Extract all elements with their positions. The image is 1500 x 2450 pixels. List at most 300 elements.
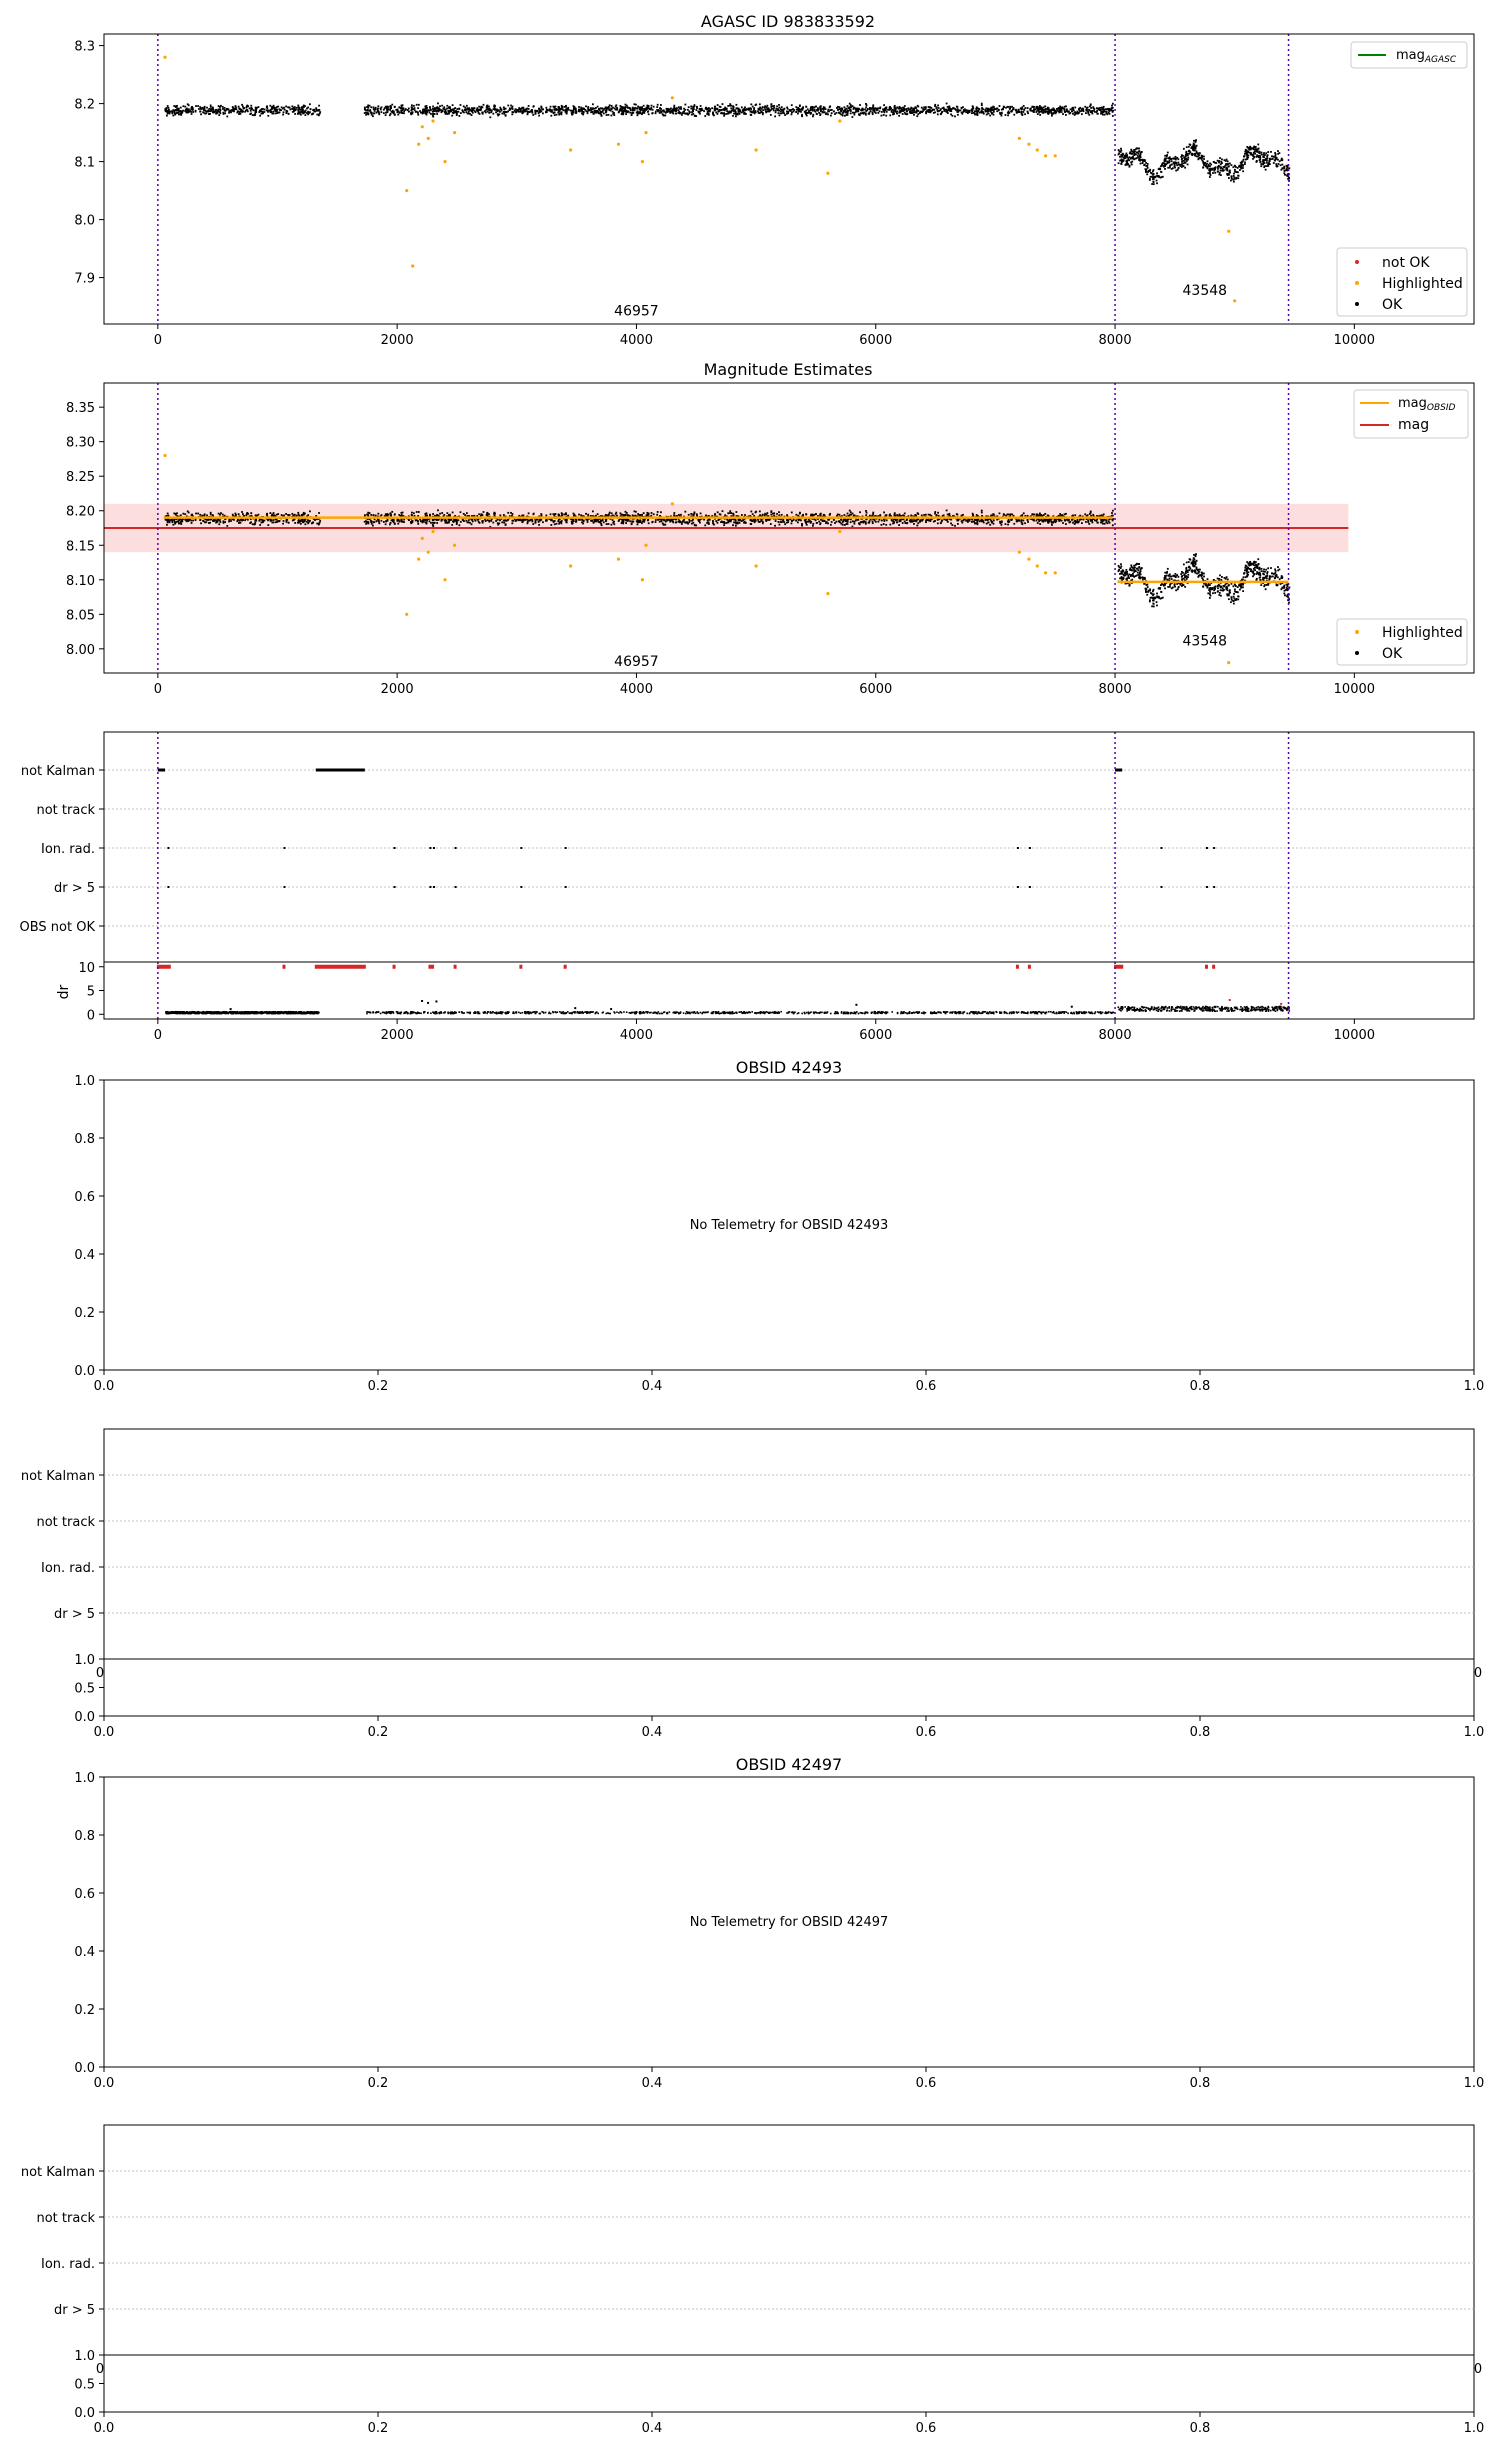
ok-point [417, 107, 419, 109]
ok-point [287, 106, 289, 108]
ok-point [383, 112, 385, 114]
ok-point [399, 521, 401, 523]
ok-point [273, 111, 275, 113]
ok-point [301, 108, 303, 110]
ok-point [397, 109, 399, 111]
ok-point [270, 111, 272, 113]
ok-point [1283, 166, 1285, 168]
ok-point [490, 520, 492, 522]
ok-point [849, 109, 851, 111]
ok-point [1201, 155, 1203, 157]
ok-point [728, 112, 730, 114]
ok-point [826, 113, 828, 115]
ok-point [168, 515, 170, 517]
ok-point [939, 109, 941, 111]
ok-point [1132, 156, 1134, 158]
ok-point [454, 107, 456, 109]
ok-point [415, 111, 417, 113]
ok-point [596, 110, 598, 112]
ok-point [629, 515, 631, 517]
ok-point [805, 110, 807, 112]
ok-point [180, 514, 182, 516]
ok-point [190, 520, 192, 522]
ok-point [1194, 149, 1196, 151]
ok-point [433, 113, 435, 115]
ok-point [967, 110, 969, 112]
ok-point [1264, 165, 1266, 167]
ok-point [197, 105, 199, 107]
ok-point [925, 106, 927, 108]
ok-point [1096, 107, 1098, 109]
ok-point [1023, 105, 1025, 107]
ok-point [1189, 151, 1191, 153]
ok-point [735, 520, 737, 522]
ok-point [1001, 115, 1003, 117]
ok-point [913, 114, 915, 116]
ok-point [704, 115, 706, 117]
ok-point [1207, 172, 1209, 174]
ok-point [791, 111, 793, 113]
ok-point [1187, 164, 1189, 166]
ok-point [935, 107, 937, 109]
ok-point [732, 109, 734, 111]
ok-point [434, 108, 436, 110]
ok-point [165, 108, 167, 110]
ok-point [672, 110, 674, 112]
ok-point [1265, 158, 1267, 160]
ok-point [1213, 169, 1215, 171]
ok-point [1037, 106, 1039, 108]
ok-point [312, 113, 314, 115]
ok-point [224, 112, 226, 114]
ok-point [629, 107, 631, 109]
ok-point [501, 113, 503, 115]
ok-point [575, 111, 577, 113]
ok-point [1171, 160, 1173, 162]
ok-point [533, 105, 535, 107]
ok-point [1081, 113, 1083, 115]
ok-point [391, 111, 393, 113]
ok-point [258, 514, 260, 516]
ok-point [499, 514, 501, 516]
ok-point [1118, 162, 1120, 164]
ok-point [824, 520, 826, 522]
ok-point [1186, 146, 1188, 148]
ok-point [487, 519, 489, 521]
ok-point [787, 111, 789, 113]
ok-point [538, 524, 540, 526]
ok-point [855, 111, 857, 113]
ok-point [528, 512, 530, 514]
ok-point [811, 109, 813, 111]
ok-point [1021, 523, 1023, 525]
ok-point [1035, 111, 1037, 113]
ok-point [852, 105, 854, 107]
ok-point [641, 514, 643, 516]
ok-point [1145, 162, 1147, 164]
ok-point [458, 108, 460, 110]
ok-point [784, 523, 786, 525]
ok-point [597, 106, 599, 108]
ok-point [1125, 153, 1127, 155]
ok-point [1138, 159, 1140, 161]
ok-point [898, 524, 900, 526]
ok-point [175, 110, 177, 112]
ok-point [872, 512, 874, 514]
ok-point [859, 511, 861, 513]
ok-point [1138, 148, 1140, 150]
ok-point [178, 114, 180, 116]
ok-point [854, 515, 856, 517]
ok-point [775, 110, 777, 112]
ok-point [1255, 146, 1257, 148]
ok-point [711, 107, 713, 109]
ok-point [301, 514, 303, 516]
ok-point [1283, 172, 1285, 174]
ok-point [180, 523, 182, 525]
ok-point [625, 522, 627, 524]
ok-point [695, 109, 697, 111]
magest-title: Magnitude Estimates [703, 360, 873, 379]
ok-point [417, 114, 419, 116]
ok-point [575, 521, 577, 523]
ok-point [959, 109, 961, 111]
ok-point [1209, 171, 1211, 173]
ok-point [1005, 515, 1007, 517]
ok-point [1176, 157, 1178, 159]
ok-point [1112, 520, 1114, 522]
ok-point [624, 110, 626, 112]
ok-point [1218, 165, 1220, 167]
ok-point [1241, 161, 1243, 163]
ok-point [852, 112, 854, 114]
ok-point [1284, 174, 1286, 176]
ok-point [1263, 152, 1265, 154]
ok-point [530, 110, 532, 112]
ok-point [938, 107, 940, 109]
ok-point [1232, 166, 1234, 168]
ok-point [1188, 146, 1190, 148]
ok-point [1258, 148, 1260, 150]
ok-point [239, 520, 241, 522]
ok-point [957, 114, 959, 116]
ok-point [664, 524, 666, 526]
ok-point [1027, 112, 1029, 114]
ok-point [827, 113, 829, 115]
ok-point [643, 112, 645, 114]
ok-point [606, 523, 608, 525]
ok-point [638, 111, 640, 113]
ok-point [297, 109, 299, 111]
ok-point [539, 111, 541, 113]
ok-point [400, 105, 402, 107]
ok-point [1047, 514, 1049, 516]
ok-point [648, 522, 650, 524]
ok-point [757, 519, 759, 521]
highlighted-point [421, 125, 424, 128]
ok-point [1112, 103, 1114, 105]
ok-point [750, 511, 752, 513]
ok-point [426, 109, 428, 111]
ok-point [228, 112, 230, 114]
ok-point [660, 104, 662, 106]
ok-point [581, 113, 583, 115]
ok-point [460, 104, 462, 106]
agasc-legend-upper [1351, 42, 1467, 68]
ok-point [981, 510, 983, 512]
ok-point [279, 111, 281, 113]
ok-point [712, 520, 714, 522]
ok-point [1138, 150, 1140, 152]
ok-point [1156, 180, 1158, 182]
ok-point [1218, 174, 1220, 176]
ok-point [946, 510, 948, 512]
ok-point [552, 106, 554, 108]
ok-point [1152, 176, 1154, 178]
ok-point [288, 522, 290, 524]
ok-point [1220, 174, 1222, 176]
ok-point [1024, 522, 1026, 524]
ok-point [1238, 175, 1240, 177]
ok-point [1013, 523, 1015, 525]
ok-point [641, 108, 643, 110]
ok-point [840, 114, 842, 116]
ok-point [417, 523, 419, 525]
ok-point [480, 513, 482, 515]
ok-point [415, 520, 417, 522]
ok-point [523, 107, 525, 109]
ok-point [503, 106, 505, 108]
ok-point [1185, 152, 1187, 154]
agasc-title: AGASC ID 983833592 [700, 12, 876, 31]
ok-point [616, 109, 618, 111]
ok-point [805, 106, 807, 108]
ok-point [239, 111, 241, 113]
ok-point [914, 111, 916, 113]
ok-point [410, 110, 412, 112]
ok-point [1260, 165, 1262, 167]
ok-point [394, 523, 396, 525]
ok-point [917, 105, 919, 107]
ok-point [1161, 171, 1163, 173]
ok-point [1168, 158, 1170, 160]
ok-point [869, 107, 871, 109]
ok-point [191, 109, 193, 111]
ok-point [365, 112, 367, 114]
ok-point [195, 105, 197, 107]
ok-point [1247, 151, 1249, 153]
ok-point [528, 108, 530, 110]
ok-point [812, 523, 814, 525]
ok-point [887, 109, 889, 111]
ok-point [726, 110, 728, 112]
ok-point [592, 103, 594, 105]
ok-point [762, 514, 764, 516]
ok-point [558, 110, 560, 112]
ok-point [1205, 165, 1207, 167]
ok-point [1043, 110, 1045, 112]
ok-point [778, 521, 780, 523]
ok-point [1153, 169, 1155, 171]
ok-point [1005, 114, 1007, 116]
ok-point [480, 106, 482, 108]
ok-point [534, 110, 536, 112]
ok-point [704, 524, 706, 526]
ok-point [442, 110, 444, 112]
ok-point [437, 102, 439, 104]
ok-point [1111, 512, 1113, 514]
ok-point [840, 519, 842, 521]
ok-point [1246, 158, 1248, 160]
ok-point [1007, 514, 1009, 516]
ok-point [365, 109, 367, 111]
ok-point [561, 113, 563, 115]
ok-point [526, 519, 528, 521]
ok-point [974, 114, 976, 116]
ok-point [1100, 522, 1102, 524]
ok-point [1035, 520, 1037, 522]
ok-point [744, 106, 746, 108]
ok-point [840, 111, 842, 113]
ok-point [318, 105, 320, 107]
ok-point [881, 115, 883, 117]
ok-point [474, 110, 476, 112]
ok-point [1230, 180, 1232, 182]
ok-point [390, 522, 392, 524]
ok-point [367, 104, 369, 106]
ok-point [621, 113, 623, 115]
ok-point [212, 109, 214, 111]
highlighted-point [641, 160, 644, 163]
ok-point [518, 519, 520, 521]
ok-point [1191, 146, 1193, 148]
ok-point [241, 511, 243, 513]
ok-point [1013, 114, 1015, 116]
ok-point [528, 105, 530, 107]
ok-point [712, 112, 714, 114]
ok-point [974, 523, 976, 525]
ok-point [1183, 148, 1185, 150]
ok-point [976, 106, 978, 108]
ok-point [304, 111, 306, 113]
ok-point [1197, 153, 1199, 155]
ok-point [464, 109, 466, 111]
ok-point [1189, 143, 1191, 145]
ok-point [1259, 152, 1261, 154]
ok-point [743, 113, 745, 115]
ok-point [240, 522, 242, 524]
ok-point [895, 519, 897, 521]
ok-point [820, 105, 822, 107]
ok-point [1089, 109, 1091, 111]
ok-point [316, 114, 318, 116]
ok-point [618, 112, 620, 114]
ok-point [222, 108, 224, 110]
ok-point [879, 110, 881, 112]
ok-point [386, 107, 388, 109]
ok-point [760, 111, 762, 113]
ok-point [486, 105, 488, 107]
ok-point [296, 107, 298, 109]
ok-point [192, 520, 194, 522]
ok-point [795, 106, 797, 108]
ok-point [944, 109, 946, 111]
ok-point [378, 521, 380, 523]
ok-point [545, 111, 547, 113]
ok-point [230, 111, 232, 113]
ok-point [829, 105, 831, 107]
ok-point [445, 522, 447, 524]
ok-point [847, 523, 849, 525]
ok-point [219, 521, 221, 523]
ok-point [895, 111, 897, 113]
ok-point [1065, 523, 1067, 525]
ok-point [893, 113, 895, 115]
ok-point [818, 112, 820, 114]
ok-point [846, 111, 848, 113]
ok-point [393, 112, 395, 114]
ok-point [812, 114, 814, 116]
ok-point [198, 108, 200, 110]
ok-point [450, 110, 452, 112]
ok-point [375, 107, 377, 109]
ok-point [503, 514, 505, 516]
ok-point [910, 107, 912, 109]
ok-point [822, 519, 824, 521]
ok-point [587, 112, 589, 114]
ok-point [206, 514, 208, 516]
ok-point [1173, 163, 1175, 165]
ok-point [1060, 109, 1062, 111]
ok-point [224, 515, 226, 517]
ok-point [458, 115, 460, 117]
ok-point [464, 107, 466, 109]
ok-point [956, 111, 958, 113]
ok-point [973, 112, 975, 114]
ok-point [912, 108, 914, 110]
ok-point [1214, 172, 1216, 174]
ok-point [238, 513, 240, 515]
ok-point [820, 107, 822, 109]
ok-point [690, 513, 692, 515]
ok-point [408, 519, 410, 521]
ok-point [659, 521, 661, 523]
ok-point [380, 108, 382, 110]
ok-point [1234, 169, 1236, 171]
ok-point [468, 519, 470, 521]
ok-point [430, 109, 432, 111]
ok-point [1150, 176, 1152, 178]
ok-point [538, 108, 540, 110]
ok-point [307, 522, 309, 524]
ok-point [467, 521, 469, 523]
ok-point [1051, 115, 1053, 117]
ok-point [1165, 160, 1167, 162]
ok-point [613, 114, 615, 116]
ok-point [1244, 163, 1246, 165]
ok-point [781, 106, 783, 108]
ok-point [1012, 108, 1014, 110]
ok-point [802, 107, 804, 109]
ok-point [209, 522, 211, 524]
ok-point [993, 514, 995, 516]
ok-point [522, 110, 524, 112]
ok-point [316, 523, 318, 525]
ok-point [168, 111, 170, 113]
ok-point [1267, 151, 1269, 153]
ok-point [611, 512, 613, 514]
ok-point [957, 106, 959, 108]
